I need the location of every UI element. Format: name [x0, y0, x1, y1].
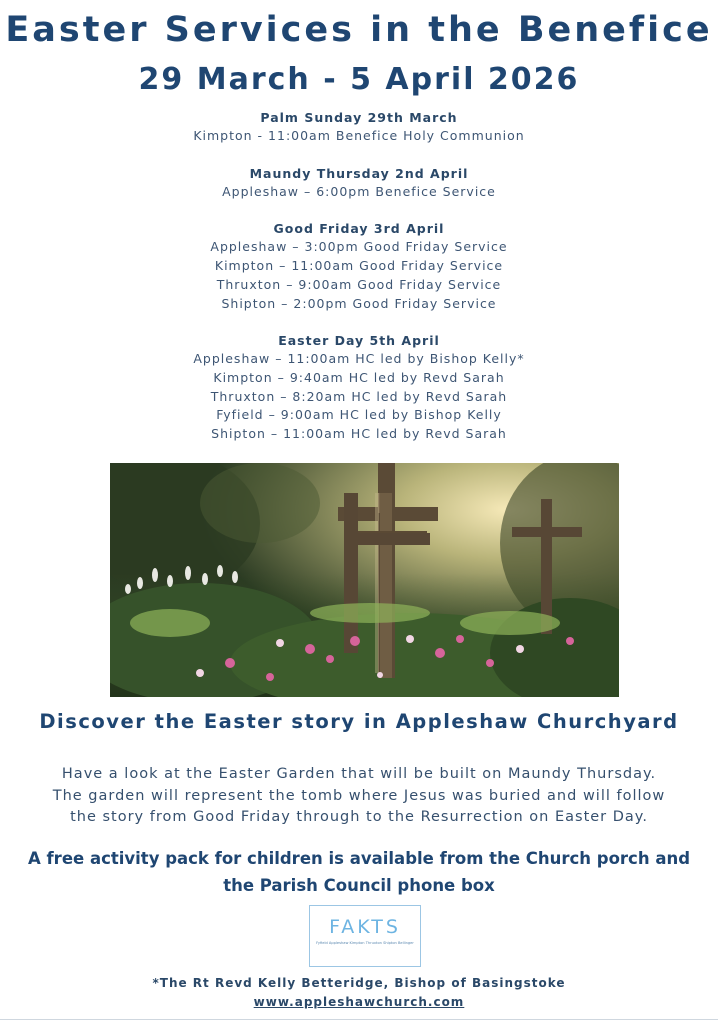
logo-subtext: Fyfield Appleshaw Kimpton Thruxton Shipton Bellinger — [316, 941, 414, 945]
service-day-palm-sunday — [0, 108, 718, 146]
date-range: 29 March - 5 April 2026 — [138, 62, 580, 97]
discover-heading: Discover the Easter story in Appleshaw Churchyard — [39, 710, 679, 733]
service-entry: Kimpton - 11:00am Benefice Holy Communion — [193, 128, 525, 143]
easter-garden-description — [14, 764, 704, 829]
service-entry: Shipton – 11:00am HC led by Revd Sarah — [211, 426, 507, 442]
service-entry: Kimpton – 9:40am HC led by Revd Sarah — [213, 369, 505, 385]
service-entry: Thruxton – 8:20am HC led by Revd Sarah — [210, 388, 508, 404]
description-line: Have a look at the Easter Garden that will be built on Maundy Thursday. — [61, 766, 657, 782]
easter-garden-crosses-photo — [110, 463, 619, 697]
day-heading: Easter Day 5th April — [278, 333, 440, 349]
service-entry: Kimpton – 11:00am Good Friday Service — [214, 258, 504, 274]
service-entry: Appleshaw – 3:00pm Good Friday Service — [210, 239, 508, 255]
activity-pack-notice — [10, 845, 708, 899]
service-entry: Appleshaw – 11:00am HC led by Bishop Kelly* — [193, 351, 525, 367]
service-day-good-friday — [0, 219, 718, 313]
service-day-maundy-thursday — [0, 164, 718, 202]
description-line: the story from Good Friday through to the Resurrection on Easter Day. — [70, 809, 648, 825]
bishop-footnote: *The Rt Revd Kelly Betteridge, Bishop of Basingstoke — [152, 976, 566, 990]
day-heading: Good Friday 3rd April — [273, 221, 445, 237]
activity-line: the Parish Council phone box — [223, 876, 495, 895]
description-line: The garden will represent the tomb where Jesus was buried and will follow — [52, 787, 666, 804]
day-heading: Maundy Thursday 2nd April — [249, 165, 469, 181]
website-link[interactable]: www.appleshawchurch.com — [253, 995, 465, 1009]
logo-text: FAKTS — [329, 916, 401, 938]
service-entry: Fyfield – 9:00am HC led by Bishop Kelly — [216, 407, 502, 423]
fakts-logo — [309, 905, 421, 967]
bottom-divider — [0, 1019, 718, 1020]
page-title: Easter Services in the Benefice — [5, 10, 713, 50]
service-entry: Shipton – 2:00pm Good Friday Service — [221, 295, 497, 311]
service-entry: Thruxton – 9:00am Good Friday Service — [216, 276, 502, 292]
website-link-wrapper — [0, 995, 718, 1009]
day-heading: Palm Sunday 29th March — [260, 110, 458, 125]
service-day-easter-day — [0, 331, 718, 444]
service-schedule — [0, 108, 718, 462]
activity-line: A free activity pack for children is available from the Church porch and — [27, 849, 691, 868]
service-entry: Appleshaw – 6:00pm Benefice Service — [222, 183, 496, 199]
